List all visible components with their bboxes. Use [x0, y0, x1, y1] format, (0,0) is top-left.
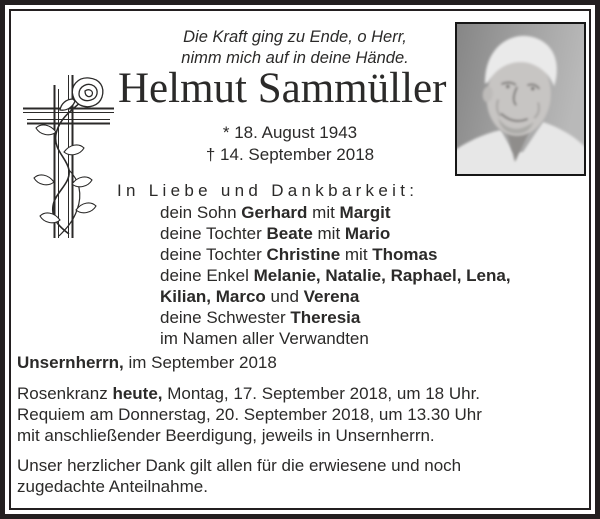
tribute-heading: In Liebe und Dankbarkeit:	[117, 181, 419, 200]
mourner-line	[160, 286, 511, 307]
mourner-line	[160, 328, 511, 349]
service-text: mit anschließender Beerdigung, jeweils in Unsernherrn.	[17, 426, 435, 445]
dateline-text: im September 2018	[123, 353, 277, 372]
service-line-rosary	[17, 383, 482, 404]
mourner-text: mit	[312, 224, 345, 243]
thanks-line-2: zugedachte Anteilnahme.	[17, 477, 208, 496]
service-text: Requiem am Donnerstag, 20. September 2018, um 13.30 Uhr	[17, 405, 482, 424]
mourner-name: Christine	[266, 245, 341, 264]
deceased-name: Helmut Sammüller	[118, 65, 447, 112]
mourner-line	[160, 307, 511, 328]
mourner-line	[160, 202, 511, 223]
mourners-list	[160, 202, 511, 349]
mourner-name: Melanie, Natalie, Raphael, Lena,	[253, 266, 511, 285]
service-line-burial	[17, 425, 482, 446]
mourner-name: Beate	[266, 224, 313, 243]
mourner-name: Theresia	[290, 308, 361, 327]
mourner-name: Mario	[344, 224, 391, 243]
mourner-text: deine Tochter	[160, 224, 267, 243]
city-name: Unsernherrn,	[17, 353, 124, 372]
mourner-text: deine Schwester	[160, 308, 291, 327]
service-text: Montag, 17. September 2018, um 18 Uhr.	[162, 384, 481, 403]
mourner-line	[160, 244, 511, 265]
service-emphasis: heute,	[112, 384, 163, 403]
epigraph-line-2: nimm mich auf in deine Hände.	[181, 49, 409, 67]
mourner-line	[160, 265, 511, 286]
mourner-name: Thomas	[372, 245, 438, 264]
service-text: Rosenkranz	[17, 384, 113, 403]
mourner-text: deine Tochter	[160, 245, 267, 264]
mourner-line	[160, 223, 511, 244]
mourner-text: dein Sohn	[160, 203, 242, 222]
thanks-line-1: Unser herzlicher Dank gilt allen für die erwiesene und noch	[17, 456, 462, 475]
mourner-name: Margit	[339, 203, 391, 222]
mourner-text: und	[265, 287, 304, 306]
city-dateline	[17, 352, 277, 373]
epigraph	[115, 27, 475, 69]
thanks-note	[17, 455, 461, 497]
mourner-name: Gerhard	[241, 203, 308, 222]
mourner-name: Verena	[303, 287, 360, 306]
life-dates	[90, 122, 490, 166]
portrait-photo	[455, 22, 586, 176]
mourner-text: deine Enkel	[160, 266, 254, 285]
mourner-text: mit	[340, 245, 373, 264]
mourner-text: mit	[307, 203, 340, 222]
mourner-name: Kilian, Marco	[160, 287, 266, 306]
service-info	[17, 383, 482, 446]
death-date: † 14. September 2018	[205, 145, 375, 164]
epigraph-line-1: Die Kraft ging zu Ende, o Herr,	[183, 28, 407, 46]
service-line-requiem	[17, 404, 482, 425]
mourner-text: im Namen aller Verwandten	[160, 329, 369, 348]
birth-date: * 18. August 1943	[222, 123, 358, 142]
